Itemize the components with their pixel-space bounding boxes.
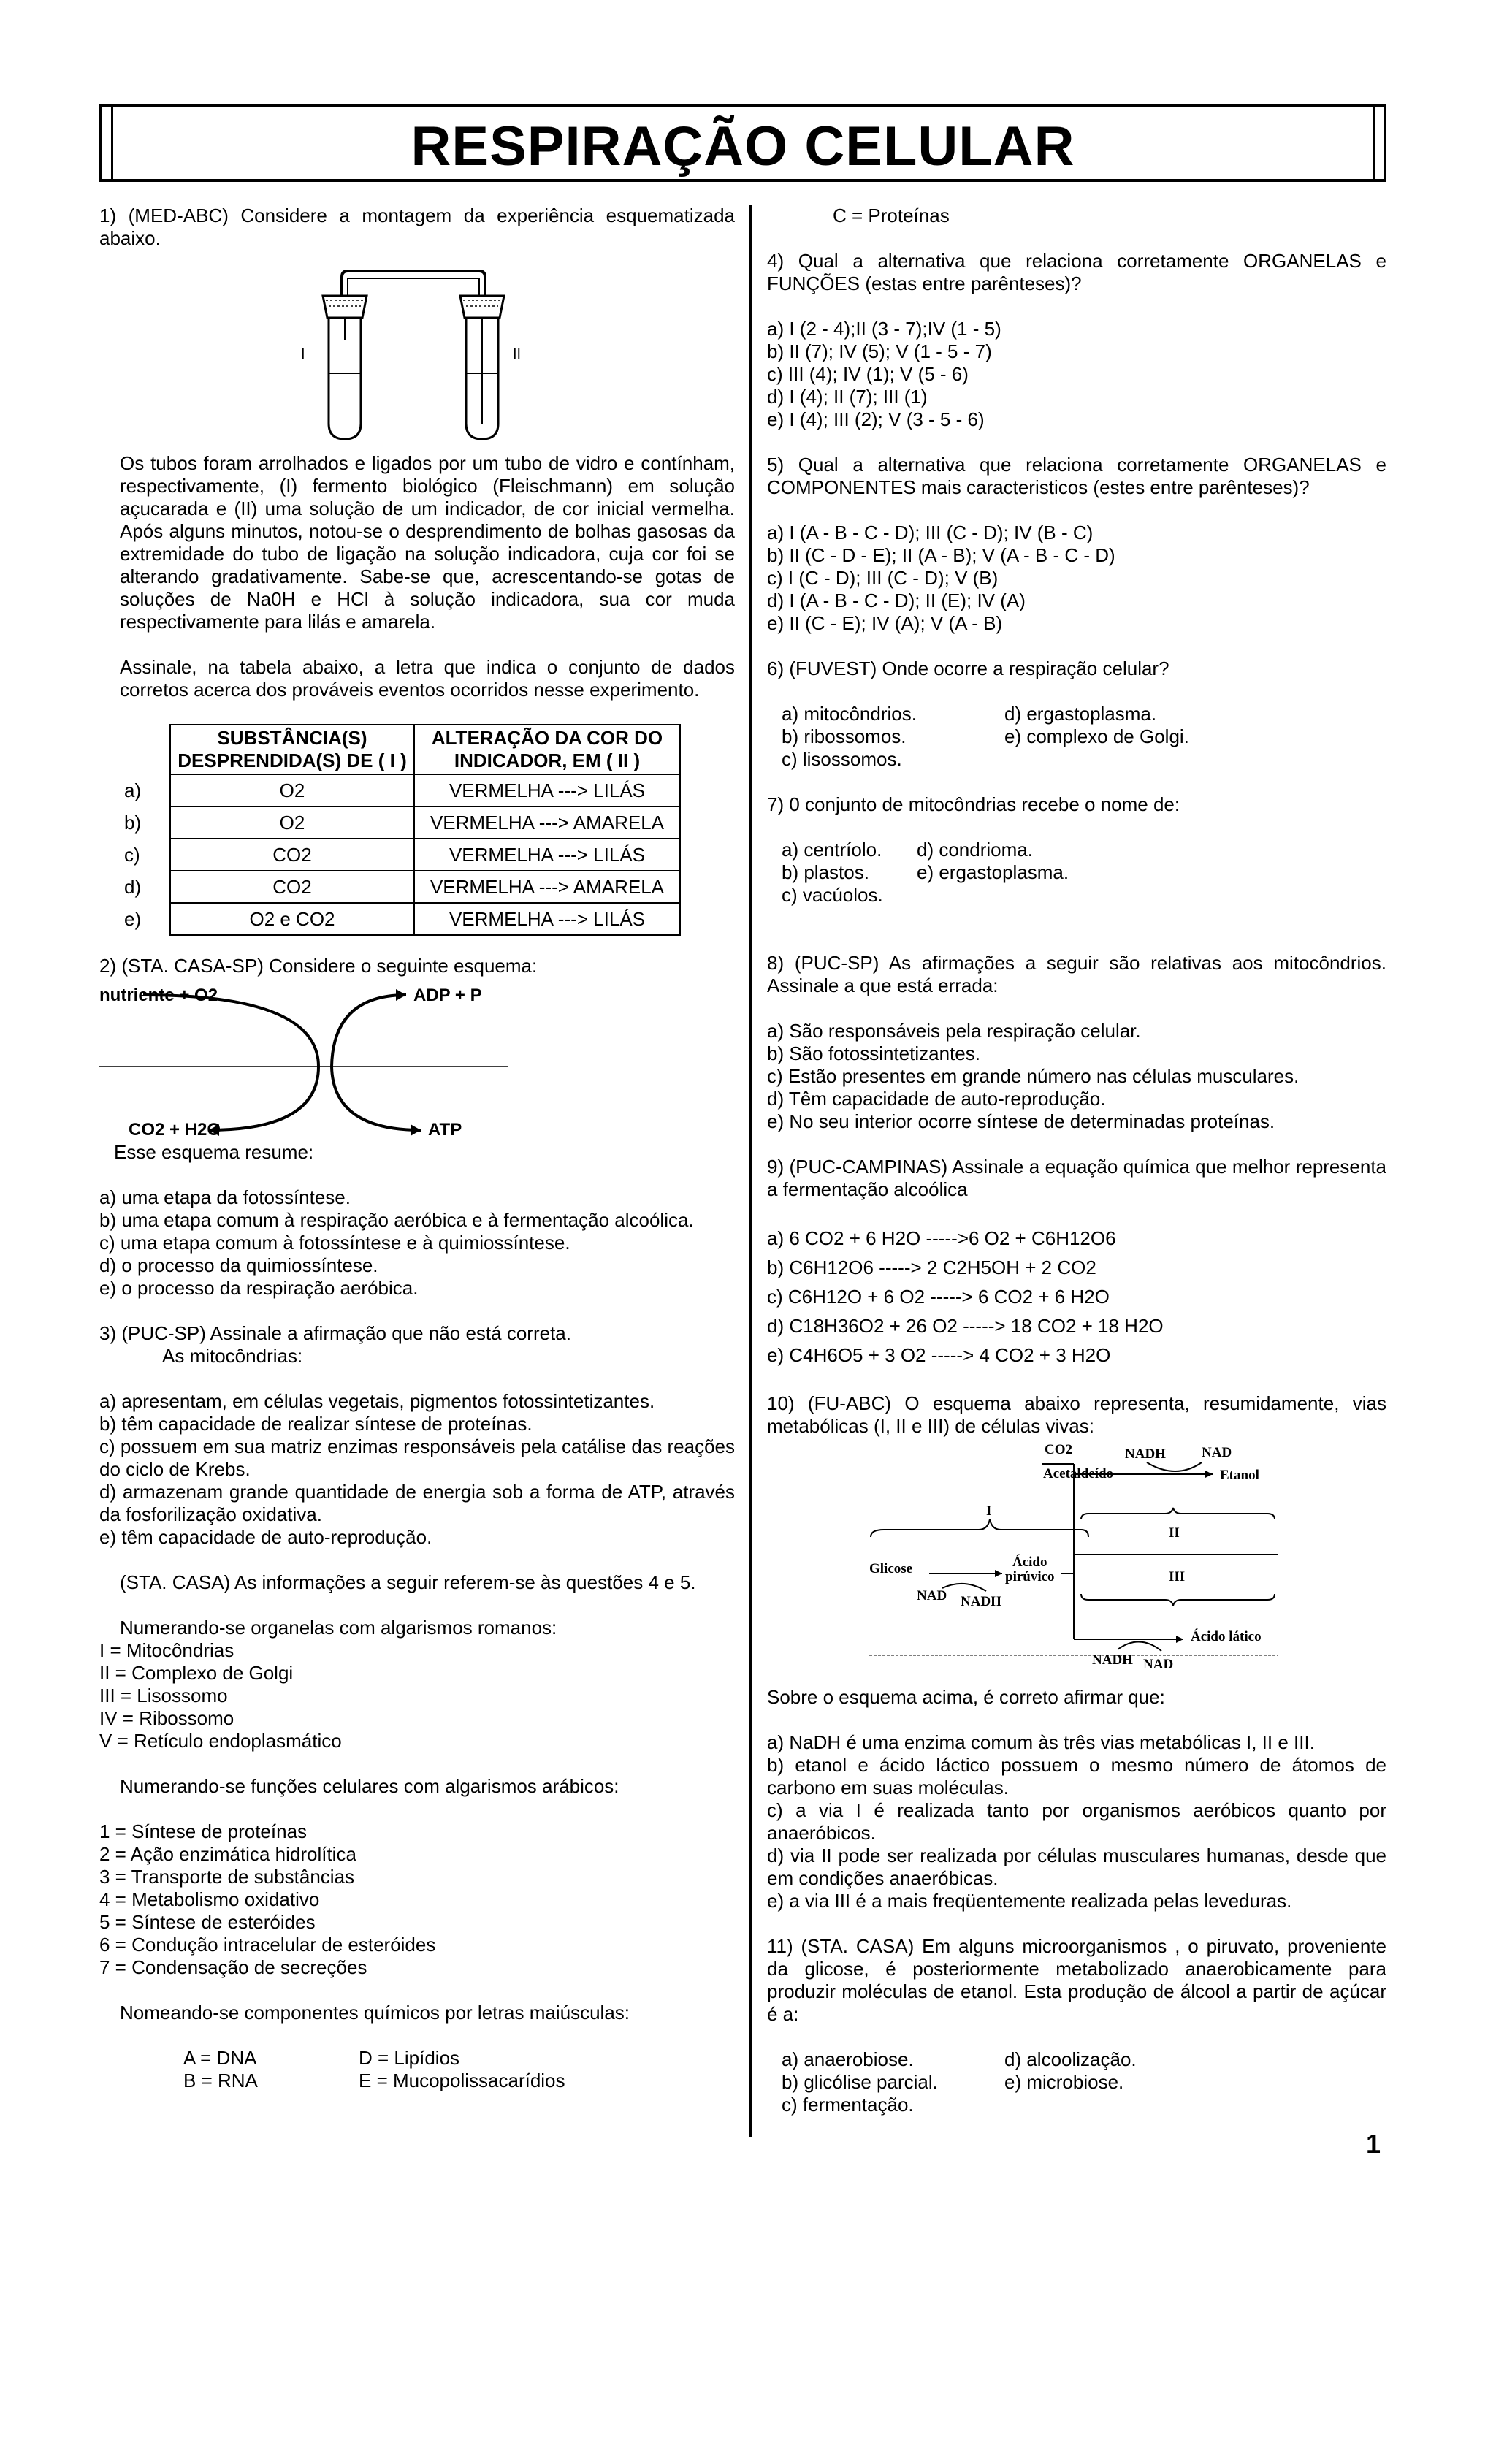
q11-stem: 11) (STA. CASA) Em alguns microorganismos , o piruvato, proveniente da glicose, é posteriormente metabolizado anaerobicamente para produzir moléculas de etanol. Esta produção de álcool a partir de açúcar é a: xyxy=(767,1935,1386,2025)
q5-options xyxy=(767,522,1386,635)
list-item: d) I (4); II (7); III (1) xyxy=(767,386,928,408)
list-item: a) São responsáveis pela respiração celular. xyxy=(767,1020,1141,1042)
diagram-nadh-bottom: NADH xyxy=(1092,1652,1133,1668)
table-row xyxy=(124,839,680,871)
diagram-pyruvic-2: pirúvico xyxy=(1005,1569,1055,1584)
list-item: b) uma etapa comum à respiração aeróbica e à fermentação alcoólica. xyxy=(99,1209,694,1231)
list-item: E = Mucopolissacarídios xyxy=(359,2070,565,2091)
functions-list xyxy=(99,1820,735,1979)
tube-label-2: II xyxy=(513,346,522,362)
list-item: c) uma etapa comum à fotossíntese e à quimiossíntese. xyxy=(99,1232,570,1254)
list-item: 1 = Síntese de proteínas xyxy=(99,1820,308,1842)
q2-stem: 2) (STA. CASA-SP) Considere o seguinte esquema: xyxy=(99,955,538,977)
row-color-change: VERMELHA ---> AMARELA xyxy=(414,806,680,839)
list-item: e) têm capacidade de auto-reprodução. xyxy=(99,1526,432,1548)
scheme-bottom-left: CO2 + H2O xyxy=(129,1120,221,1140)
list-item: III = Lisossomo xyxy=(99,1685,228,1706)
list-item: 6 = Condução intracelular de esteróides xyxy=(99,1934,436,1956)
left-column xyxy=(99,205,735,2092)
table-row xyxy=(124,774,680,806)
page-title: RESPIRAÇÃO CELULAR xyxy=(411,115,1075,178)
list-item: b) II (C - D - E); II (A - B); V (A - B - C - D) xyxy=(767,544,1115,566)
list-item: I = Mitocôndrias xyxy=(99,1639,234,1661)
q1-tubes-diagram xyxy=(297,267,735,442)
q1-table-head-2: ALTERAÇÃO DA COR DO INDICADOR, EM ( II ) xyxy=(414,725,680,774)
list-item: e) microbiose. xyxy=(1004,2071,1124,2093)
list-item: d) I (A - B - C - D); II (E); IV (A) xyxy=(767,590,1026,611)
list-item: a) I (2 - 4);II (3 - 7);IV (1 - 5) xyxy=(767,318,1001,340)
list-item: 2 = Ação enzimática hidrolítica xyxy=(99,1843,356,1865)
list-item: a) mitocôndrios. xyxy=(782,703,917,725)
q10-stem: 10) (FU-ABC) O esquema abaixo representa, resumidamente, vias metabólicas (I, II e III) de células vivas: xyxy=(767,1392,1386,1437)
q10-pathways-diagram xyxy=(869,1438,1386,1671)
components-lead: Nomeando-se componentes químicos por letras maiúsculas: xyxy=(120,2002,630,2024)
q1-paragraph-1: Os tubos foram arrolhados e ligados por um tubo de vidro e contínham, respectivamente, (I) fermento biológico (Fleischmann) em solução açucarada e (II) uma solução de um indicador, de cor inicial vermelha. Após alguns minutos, notou-se o desprendimento de bolhas gasosas da extremidade do tubo de ligação na solução indicadora, cuja cor foi se alterando gradativamente. Sabe-se que, acrescentando-se gotas de soluções de Na0H e HCl à solução indicadora, sua cor muda respectivamente para lilás e amarela. xyxy=(120,452,735,633)
list-item: A = DNA xyxy=(183,2047,257,2069)
list-item: e) o processo da respiração aeróbica. xyxy=(99,1277,419,1299)
q10-lead: Sobre o esquema acima, é correto afirmar que: xyxy=(767,1686,1165,1708)
list-item: c) a via I é realizada tanto por organismos aeróbicos quanto por anaeróbicos. xyxy=(767,1799,1386,1844)
q11-options xyxy=(767,2048,1386,2116)
q8-stem: 8) (PUC-SP) As afirmações a seguir são relativas aos mitocôndrios. Assinale a que está errada: xyxy=(767,952,1386,996)
row-color-change: VERMELHA ---> LILÁS xyxy=(414,839,680,871)
list-item: d) C18H36O2 + 26 O2 -----> 18 CO2 + 18 H2O xyxy=(767,1315,1164,1337)
list-item: b) C6H12O6 -----> 2 C2H5OH + 2 CO2 xyxy=(767,1256,1096,1278)
list-item: c) Estão presentes em grande número nas células musculares. xyxy=(767,1065,1300,1087)
list-item: a) apresentam, em células vegetais, pigmentos fotossintetizantes. xyxy=(99,1390,655,1412)
list-item: b) II (7); IV (5); V (1 - 5 - 7) xyxy=(767,340,992,362)
list-item: d) alcoolização. xyxy=(1004,2048,1137,2070)
row-substance: O2 e CO2 xyxy=(170,903,414,935)
q1-stem: 1) (MED-ABC) Considere a montagem da experiência esquematizada abaixo. xyxy=(99,205,735,249)
list-item: e) a via III é a mais freqüentemente realizada pelas leveduras. xyxy=(767,1890,1292,1912)
diagram-path-iii: III xyxy=(1169,1569,1186,1584)
list-item: e) ergastoplasma. xyxy=(917,861,1069,883)
q1-table xyxy=(124,724,681,936)
row-color-change: VERMELHA ---> LILÁS xyxy=(414,903,680,935)
list-item: c) III (4); IV (1); V (5 - 6) xyxy=(767,363,969,385)
diagram-co2-label: CO2 xyxy=(1045,1442,1072,1457)
list-item: II = Complexo de Golgi xyxy=(99,1662,294,1684)
q8-options xyxy=(767,1020,1386,1133)
q3-options xyxy=(99,1390,735,1549)
list-item: 3 = Transporte de substâncias xyxy=(99,1866,355,1888)
list-item: e) II (C - E); IV (A); V (A - B) xyxy=(767,612,1003,634)
diagram-nad-top: NAD xyxy=(1202,1445,1232,1460)
list-item: c) fermentação. xyxy=(782,2094,914,2116)
q5-stem: 5) Qual a alternativa que relaciona corretamente ORGANELAS e COMPONENTES mais caracteristicos (estes entre parênteses)? xyxy=(767,454,1386,498)
row-substance: CO2 xyxy=(170,871,414,903)
list-item: a) uma etapa da fotossíntese. xyxy=(99,1186,351,1208)
q7-stem: 7) 0 conjunto de mitocôndrias recebe o nome de: xyxy=(767,793,1180,815)
list-item: B = RNA xyxy=(183,2070,258,2091)
table-row xyxy=(124,806,680,839)
list-item: b) São fotossintetizantes. xyxy=(767,1042,980,1064)
row-letter: d) xyxy=(124,876,142,898)
row-substance: O2 xyxy=(170,774,414,806)
list-item: c) vacúolos. xyxy=(782,884,883,906)
q4-options xyxy=(767,318,1386,431)
list-item: d) armazenam grande quantidade de energia sob a forma de ATP, através da fosforilização oxidativa. xyxy=(99,1481,735,1525)
list-item: a) centríolo. xyxy=(782,839,882,861)
q7-options xyxy=(767,839,1386,907)
row-letter: c) xyxy=(124,844,140,866)
scheme-top-left: nutriente + O2 xyxy=(99,985,218,1005)
q2-lead: Esse esquema resume: xyxy=(114,1141,314,1163)
diagram-path-ii: II xyxy=(1169,1525,1180,1541)
q6-stem: 6) (FUVEST) Onde ocorre a respiração celular? xyxy=(767,657,1169,679)
table-row xyxy=(124,871,680,903)
shared-intro: (STA. CASA) As informações a seguir referem-se às questões 4 e 5. xyxy=(120,1571,696,1593)
list-item: d) o processo da quimiossíntese. xyxy=(99,1254,378,1276)
row-color-change: VERMELHA ---> LILÁS xyxy=(414,774,680,806)
list-item: a) I (A - B - C - D); III (C - D); IV (B - C) xyxy=(767,522,1094,543)
list-item: e) I (4); III (2); V (3 - 5 - 6) xyxy=(767,408,985,430)
q10-options xyxy=(767,1731,1386,1912)
list-item: e) C4H6O5 + 3 O2 -----> 4 CO2 + 3 H2O xyxy=(767,1344,1111,1366)
diagram-lactic-acid: Ácido lático xyxy=(1191,1629,1262,1644)
list-item: c) C6H12O + 6 O2 -----> 6 CO2 + 6 H2O xyxy=(767,1286,1110,1308)
diagram-nadh-left: NADH xyxy=(961,1594,1001,1609)
list-item: b) glicólise parcial. xyxy=(782,2071,938,2093)
title-frame xyxy=(99,104,1386,182)
table-row xyxy=(124,903,680,935)
list-item: e) No seu interior ocorre síntese de determinadas proteínas. xyxy=(767,1110,1275,1132)
row-letter: b) xyxy=(124,812,142,834)
row-letter: e) xyxy=(124,908,142,930)
diagram-pyruvic-1: Ácido xyxy=(1012,1555,1047,1570)
q9-stem: 9) (PUC-CAMPINAS) Assinale a equação química que melhor representa a fermentação alcoólica xyxy=(767,1156,1386,1200)
list-item: V = Retículo endoplasmático xyxy=(99,1730,342,1752)
q1-paragraph-2: Assinale, na tabela abaixo, a letra que indica o conjunto de dados corretos acerca dos prováveis eventos ocorridos nesse experimento. xyxy=(120,656,735,701)
list-item: e) complexo de Golgi. xyxy=(1004,725,1189,747)
tube-label-1: I xyxy=(301,346,305,362)
scheme-bottom-right: ATP xyxy=(428,1120,462,1140)
q1-table-head-1: SUBSTÂNCIA(S) DESPRENDIDA(S) DE ( I ) xyxy=(170,725,414,774)
list-item: b) têm capacidade de realizar síntese de proteínas. xyxy=(99,1413,533,1435)
diagram-ethanol: Etanol xyxy=(1220,1468,1259,1483)
list-item: 7 = Condensação de secreções xyxy=(99,1956,367,1978)
q3-stem: 3) (PUC-SP) Assinale a afirmação que não está correta. xyxy=(99,1322,571,1344)
list-item: b) etanol e ácido láctico possuem o mesmo número de átomos de carbono em suas moléculas. xyxy=(767,1754,1386,1799)
list-item: d) ergastoplasma. xyxy=(1004,703,1157,725)
q2-options xyxy=(99,1186,735,1300)
list-item: b) plastos. xyxy=(782,861,869,883)
list-item: D = Lipídios xyxy=(359,2047,460,2069)
list-item: b) ribossomos. xyxy=(782,725,907,747)
components-list xyxy=(99,2047,735,2092)
diagram-glucose: Glicose xyxy=(869,1561,913,1576)
row-letter: a) xyxy=(124,779,142,801)
list-item: a) 6 CO2 + 6 H2O ----->6 O2 + C6H12O6 xyxy=(767,1227,1116,1249)
page-number: 1 xyxy=(1366,2129,1381,2159)
functions-lead: Numerando-se funções celulares com algarismos arábicos: xyxy=(120,1775,619,1797)
list-item: c) I (C - D); III (C - D); V (B) xyxy=(767,567,999,589)
list-item: a) NaDH é uma enzima comum às três vias metabólicas I, II e III. xyxy=(767,1731,1315,1753)
diagram-nad-left: NAD xyxy=(917,1588,947,1603)
q9-options xyxy=(767,1224,1386,1370)
q6-options xyxy=(767,703,1386,771)
row-substance: O2 xyxy=(170,806,414,839)
q4-stem: 4) Qual a alternativa que relaciona corretamente ORGANELAS e FUNÇÕES (estas entre parênteses)? xyxy=(767,250,1386,294)
diagram-path-i: I xyxy=(986,1503,992,1519)
list-item: c) lisossomos. xyxy=(782,748,902,770)
list-item: d) condrioma. xyxy=(917,839,1033,861)
row-color-change: VERMELHA ---> AMARELA xyxy=(414,871,680,903)
diagram-nad-bottom: NAD xyxy=(1143,1657,1174,1671)
scheme-top-right: ADP + P xyxy=(413,985,482,1005)
list-item: a) anaerobiose. xyxy=(782,2048,914,2070)
row-substance: CO2 xyxy=(170,839,414,871)
list-item: 5 = Síntese de esteróides xyxy=(99,1911,316,1933)
organelles-list xyxy=(99,1639,735,1752)
list-item: 4 = Metabolismo oxidativo xyxy=(99,1888,320,1910)
diagram-nadh-top: NADH xyxy=(1125,1446,1166,1462)
list-item: IV = Ribossomo xyxy=(99,1707,234,1729)
right-column xyxy=(767,205,1386,2116)
diagram-acetaldehyde: Acetaldeído xyxy=(1043,1466,1114,1481)
column-divider xyxy=(749,205,752,2137)
list-item: c) possuem em sua matriz enzimas responsáveis pela catálise das reações do ciclo de Krebs. xyxy=(99,1435,735,1480)
list-item: d) via II pode ser realizada por células musculares humanas, desde que em condições anaeróbicas. xyxy=(767,1845,1386,1889)
q3-sub: As mitocôndrias: xyxy=(162,1345,303,1367)
q2-scheme-diagram xyxy=(99,980,735,1141)
components-continued: C = Proteínas xyxy=(833,205,950,226)
list-item: d) Têm capacidade de auto-reprodução. xyxy=(767,1088,1106,1110)
organelles-lead: Numerando-se organelas com algarismos romanos: xyxy=(120,1617,557,1639)
